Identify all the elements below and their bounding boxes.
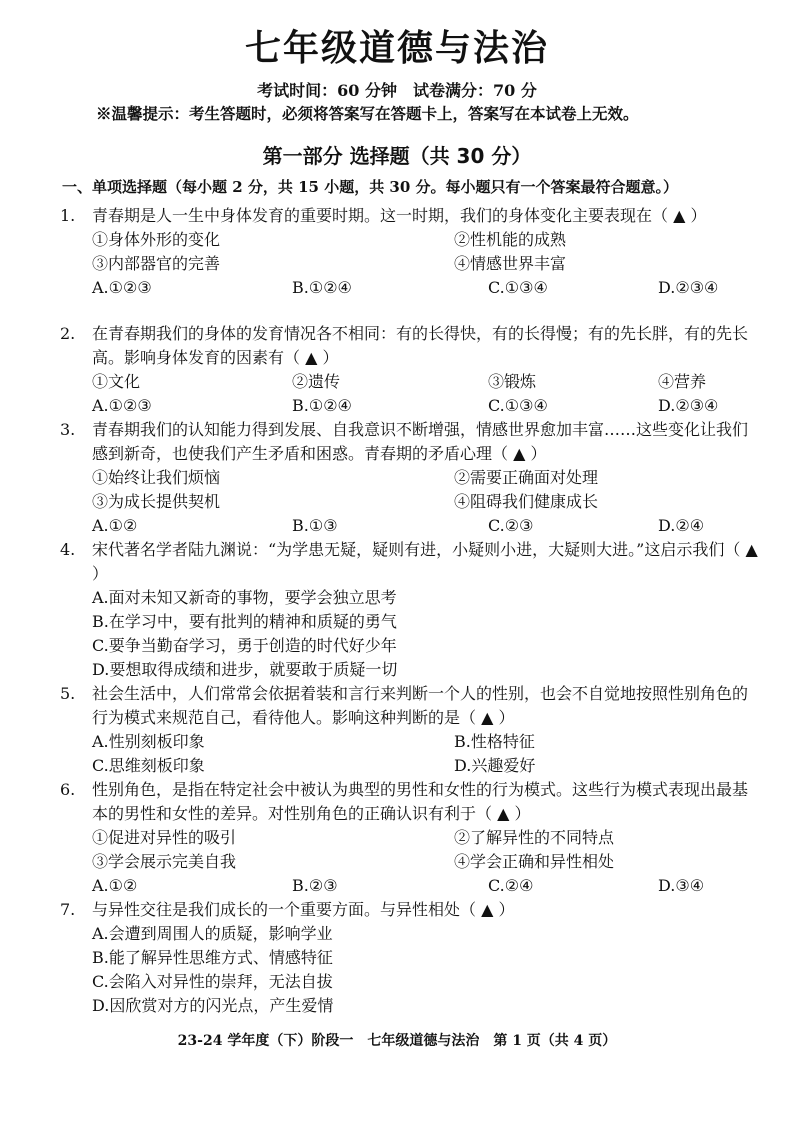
choice-b: B.①③ [292, 516, 338, 535]
choice-d: D.③④ [658, 876, 705, 895]
choice-b: B.在学习中，要有批判的精神和质疑的勇气 [92, 612, 397, 631]
choice-list [92, 730, 760, 778]
statement: ①身体外形的变化 [92, 230, 221, 249]
choice-d: D.要想取得成绩和进步，就要敢于质疑一切 [92, 660, 398, 679]
statement: ④阻碍我们健康成长 [454, 492, 599, 511]
choice-a: A.①② [92, 876, 138, 895]
statement: ②遗传 [292, 372, 341, 391]
question-stem: 青春期我们的认知能力得到发展、自我意识不断增强，情感世界愈加丰富……这些变化让我们感到新奇，也使我们产生矛盾和困惑。青春期的矛盾心理（ ▲ ） [92, 420, 749, 463]
question-stem: 社会生活中，人们常常会依据着装和言行来判断一个人的性别，也会不自觉地按照性别角色的行为模式来规范自己，看待他人。影响这种判断的是（ ▲ ） [92, 684, 749, 727]
choice-b: B.性格特征 [454, 732, 535, 751]
choice-d: D.因欣赏对方的闪光点，产生爱情 [92, 996, 334, 1015]
statement: ②需要正确面对处理 [454, 468, 599, 487]
choice-c: C.①③④ [488, 278, 548, 297]
statement: ③锻炼 [488, 372, 537, 391]
part-title: 第一部分 选择题（共 30 分） [262, 144, 532, 168]
choice-d: D.②③④ [658, 396, 719, 415]
statement: ①促进对异性的吸引 [92, 828, 237, 847]
choice-d: D.兴趣爱好 [454, 756, 536, 775]
choice-c: C.②③ [488, 516, 534, 535]
choice-b: B.能了解异性思维方式、情感特征 [92, 948, 333, 967]
statement: ①文化 [92, 372, 141, 391]
question-stem: 青春期是人一生中身体发育的重要时期。这一时期，我们的身体变化主要表现在（ ▲ ） [92, 206, 707, 225]
question-number: 3. [60, 420, 76, 439]
choice-c: C.会陷入对异性的崇拜，无法自拔 [92, 972, 333, 991]
statement: ②了解异性的不同特点 [454, 828, 615, 847]
question-number: 1. [60, 206, 76, 225]
choice-b: B.②③ [292, 876, 338, 895]
choice-a: A.性别刻板印象 [92, 732, 205, 751]
statement: ③为成长提供契机 [92, 492, 221, 511]
choice-d: D.②③④ [658, 278, 719, 297]
choice-b: B.①②④ [292, 396, 352, 415]
section-title: 一、单项选择题（每小题 2 分，共 15 小题，共 30 分。每小题只有一个答案最符合题意。） [62, 178, 679, 196]
question-number: 2. [60, 324, 76, 343]
question-6 [60, 778, 760, 898]
page-footer: 23-24 学年度（下）阶段一 七年级道德与法治 第 1 页（共 4 页） [177, 1033, 617, 1049]
choice-b: B.①②④ [292, 278, 352, 297]
statement: ①始终让我们烦恼 [92, 468, 221, 487]
question-4 [60, 538, 760, 682]
statement-list [92, 228, 760, 276]
choice-c: C.①③④ [488, 396, 548, 415]
statement-list [92, 370, 760, 394]
question-1 [60, 204, 760, 300]
choice-a: A.会遭到周围人的质疑，影响学业 [92, 924, 333, 943]
question-stem: 性别角色，是指在特定社会中被认为典型的男性和女性的行为模式。这些行为模式表现出最基本的男性和女性的差异。对性别角色的正确认识有利于（ ▲ ） [92, 780, 749, 823]
choice-list [92, 514, 760, 538]
choice-c: C.要争当勤奋学习，勇于创造的时代好少年 [92, 636, 397, 655]
question-number: 5. [60, 684, 76, 703]
choice-d: D.②④ [658, 516, 705, 535]
question-number: 4. [60, 540, 76, 559]
notice: ※温馨提示：考生答题时，必须将答案写在答题卡上，答案写在本试卷上无效。 [96, 104, 639, 123]
statement-list [92, 466, 760, 514]
question-number: 7. [60, 900, 76, 919]
exam-meta: 考试时间：60 分钟 试卷满分：70 分 [257, 81, 537, 100]
option-list [92, 586, 760, 682]
choice-a: A.①②③ [92, 278, 152, 297]
choice-a: A.①②③ [92, 396, 152, 415]
question-7 [60, 898, 760, 1018]
question-stem: 宋代著名学者陆九渊说：“为学患无疑，疑则有进，小疑则小进，大疑则大进。”这启示我们（ ▲ ） [92, 540, 758, 583]
choice-list [92, 874, 760, 898]
statement-list [92, 826, 760, 874]
question-number: 6. [60, 780, 76, 799]
statement: ④营养 [658, 372, 707, 391]
choice-list [92, 276, 760, 300]
option-list [92, 922, 760, 1018]
choice-list [92, 394, 760, 418]
choice-a: A.面对未知又新奇的事物，要学会独立思考 [92, 588, 397, 607]
question-2 [60, 322, 760, 418]
statement: ④学会正确和异性相处 [454, 852, 615, 871]
statement: ④情感世界丰富 [454, 254, 567, 273]
statement: ②性机能的成熟 [454, 230, 567, 249]
statement: ③内部器官的完善 [92, 254, 221, 273]
choice-c: C.②④ [488, 876, 534, 895]
choice-a: A.①② [92, 516, 138, 535]
choice-c: C.思维刻板印象 [92, 756, 205, 775]
question-stem: 与异性交往是我们成长的一个重要方面。与异性相处（ ▲ ） [92, 900, 515, 919]
question-3 [60, 418, 760, 538]
question-stem: 在青春期我们的身体的发育情况各不相同：有的长得快，有的长得慢；有的先长胖，有的先长高。影响身体发育的因素有（ ▲ ） [92, 324, 749, 367]
page-title: 七年级道德与法治 [244, 28, 549, 69]
question-5 [60, 682, 760, 778]
statement: ③学会展示完美自我 [92, 852, 237, 871]
